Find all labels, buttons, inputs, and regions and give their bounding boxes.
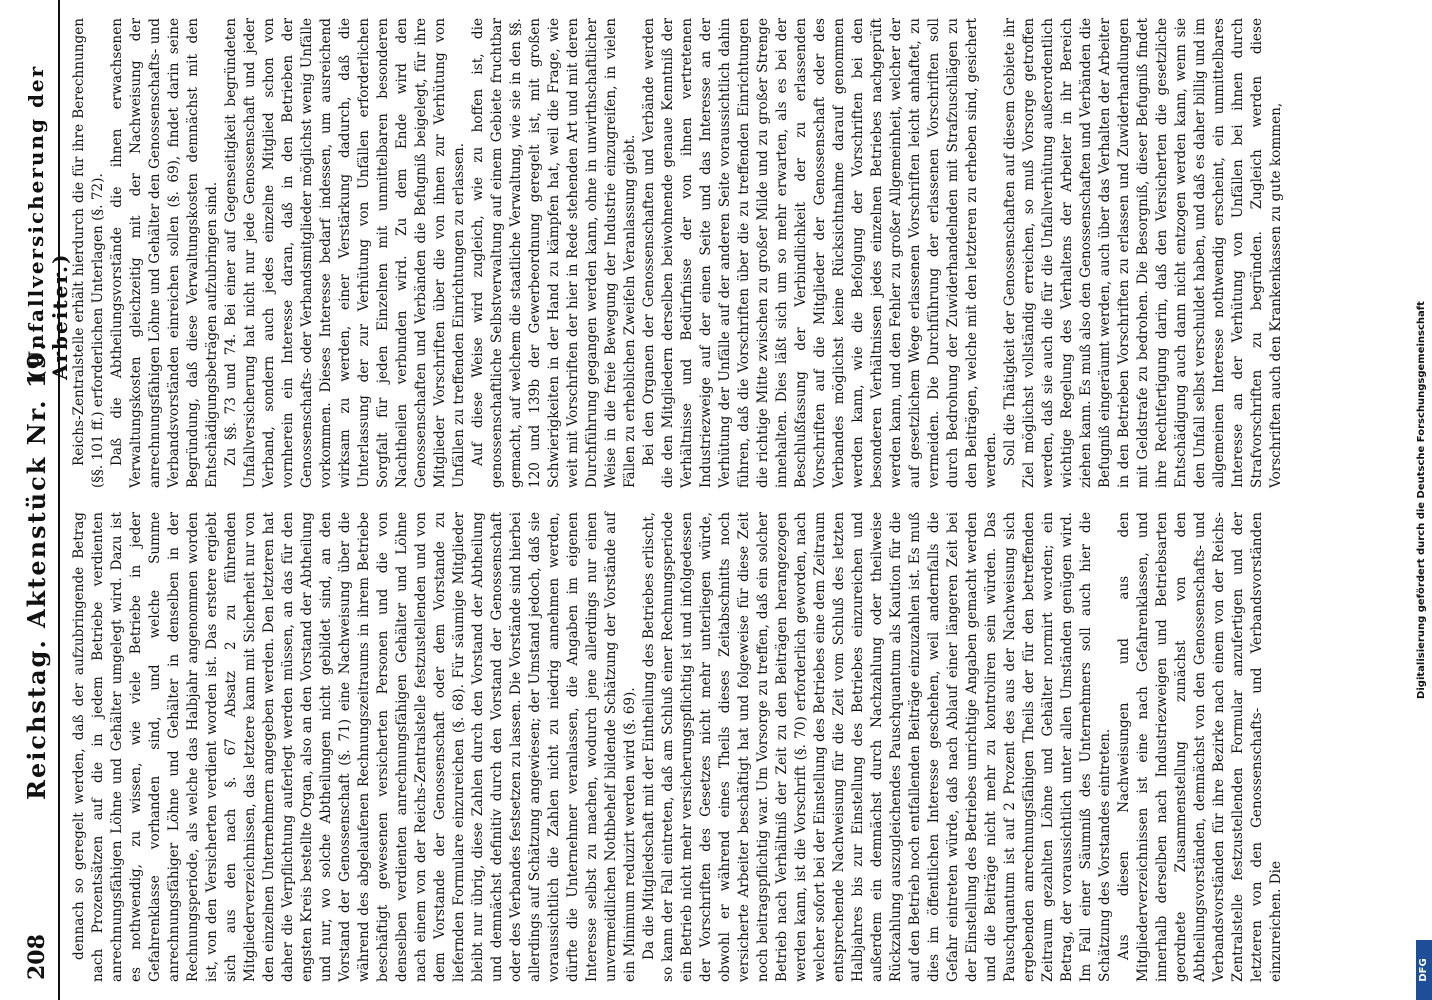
- dfg-logo: DFG: [1416, 940, 1432, 1000]
- paragraph: Soll die Thätigkeit der Genossenschaften auf diesem Gebiete ihr Ziel möglichst vollständig erreichen, so muß Vorsorge getroffen werden, daß sie auch die für die Unfallverhütung außerordentlich wichtige Regelung des Verhaltens der Arbeiter in ihr Bereich ziehen kann. Es muß also den Genossenschaften und Verbänden die Befugniß eingeräumt werden, auch über das Verhalten der Arbeiter in den Betrieben Vorschriften zu erlassen und Zuwiderhandlungen mit Geldstrafe zu bedrohen. Die Besorgniß, dieser Befugniß findet ihre Rechtfertigung darin, daß den Versicherten die gesetzliche Entschädigung auch dann nicht entzogen werden kann, wenn sie den Unfall selbst verschuldet haben, und daß es daher billig und im allgemeinen Interesse nothwendig erscheint, ein unmittelbares Interesse an der Verhütung von Unfällen bei ihnen durch Strafvorschriften zu begründen. Zugleich werden diese Vorschriften auch den Krankenkassen zu gute kommen,: [1002, 18, 1284, 488]
- paragraph: Reichs-Zentralstelle erhält hierdurch die für ihre Berechnungen (§§. 101 ff.) erforderlichen Unterlagen (§. 72).: [71, 18, 106, 488]
- paragraph: Da die Mitgliedschaft mit der Eintheilung des Betriebes erlischt, so kann der Fall eintreten, daß am Schluß einer Rechnungsperiode ein Betrieb nicht mehr versicherungspflichtig ist und infolgedessen der Vorschriften des Gesetzes nicht mehr unterliegen würde, obwohl er während eines Theils dieses Zeitabschnitts noch versicherte Arbeiter beschäftigt hat und folgeweise für diese Zeit noch beitragspflichtig war. Um Vorsorge zu treffen, daß ein solcher Betrieb nach Verhältniß der Zeit zu den Beiträgen herangezogen werden kann, ist die Vorschrift (§. 70) erforderlich geworden, nach welcher sofort bei der Einstellung des Betriebes eine dem Zeitraum entsprechende Nachweisung für die Zeit vom Schluß des letzten Halbjahres bis zur Einstellung des Betriebes einzureichen und außerdem ein demnächst durch Nachzahlung oder theilweise Rückzahlung auszugleichendes Pauschquantum als Kaution für die auf den Betrieb noch entfallenden Beiträge einzuzahlen ist. Es muß dies im öffentlichen Interesse geschehen, weil andernfalls die Gefahr eintreten würde, daß nach Ablauf einer längeren Zeit bei der Einstellung des Betriebes unrichtige Angaben gemacht werden und die Beiträge nicht mehr zu kontroliren sein würden. Das Pauschquantum ist auf 2 Prozent des aus der Nachweisung sich ergebenden anrechnungsfähigen Theils der für den betreffenden Zeitraum gezahlten Löhne und Gehälter normirt worden; ein Betrag, der voraussichtlich unter allen Umständen genügen wird. Im Fall einer Säumniß des Unternehmers soll auch hier die Schätzung des Vorstandes eintreten.: [641, 512, 1113, 982]
- paragraph: Bei den Organen der Genossenschaften und Verbände werden die den Mitgliedern derselben beiwohnende genaue Kenntniß der Verhältnisse und Bedürfnisse der von ihnen vertretenen Industriezweige auf der einen Seite und das Interesse an der Verhütung der Unfälle auf der anderen Seite voraussichtlich dahin führen, daß die Vorschriften über die zu treffenden Einrichtungen die richtige Mitte zwischen zu großer Milde und zu großer Strenge innehalten. Dies läßt sich um so mehr erwarten, als es bei der Beschlußfassung der Verbindlichkeit der zu erlassenden Vorschriften auf die Mitglieder der Genossenschaft oder des Verbandes möglichst keine Rücksichtnahme darauf genommen werden kann, wie die Befolgung der Vorschriften bei den besonderen Verhältnissen jedes einzelnen Betriebes nachgeprüft werden kann, und den Fehler zu großer Allgemeinheit, welcher der auf gesetzlichem Wege erlassenen Vorschriften leicht anhaftet, zu vermeiden. Die Durchführung der erlassenen Vorschriften soll durch Bedrohung der Zuwiderhandelnden mit Strafzuschlägen zu den Beiträgen, welche mit den letzteren zu erheben sind, gesichert werden.: [641, 18, 999, 488]
- running-title: Reichstag. Aktenstück Nr. 19.: [22, 340, 51, 800]
- digitization-note: Digitalisierung gefördert durch die Deutsche Forschungsgemeinschaft: [1416, 301, 1427, 699]
- paragraph: Zu §§. 73 und 74. Bei einer auf Gegenseitigkeit begründeten Unfallversicherung hat nicht nur jede Genossenschaft und jeder Verband, sondern auch jedes einzelne Mitglied schon von vornherein ein Interesse daran, daß in den Betrieben der Genossenschafts- oder Verbandsmitglieder möglichst wenig Unfälle vorkommen. Dieses Interesse bedarf indessen, um ausreichend wirksam zu werden, einer Verstärkung dadurch, daß die Unterlassung der zur Verhütung von Unfällen erforderlichen Sorgfalt für jeden Einzelnen mit unmittelbaren besonderen Nachtheilen verbunden wird. Zu dem Ende wird den Genossenschaften und Verbänden die Befugniß beigelegt, für ihre Mitglieder Vorschriften über die von ihnen zur Verhütung von Unfällen zu treffenden Einrichtungen zu erlassen.: [223, 18, 467, 488]
- page-header: [18, 0, 72, 1000]
- paragraph: Aus diesen Nachweisungen und aus den Mitgliederverzeichnissen ist eine nach Gefahrenklassen, und innerhalb derselben nach Industriezweigen und Betriebsarten geordnete Zusammenstellung zunächst von den Abtheilungsvorständen, demnächst von den Genossenschafts- und Verbandsvorständen für ihre Bezirke nach einem von der Reichs-Zentralstelle festzustellenden Formular anzufertigen und der letzteren von den Genossenschafts- und Verbandsvorständen einzureichen. Die: [1116, 512, 1284, 982]
- left-column: [70, 512, 1286, 982]
- right-column: [70, 18, 1286, 488]
- section-title: (Unfallversicherung der Arbeiter.): [24, 64, 72, 380]
- paragraph: Daß die Abtheilungsvorstände die ihnen erwachsenen Verwaltungskosten gleichzeitig mit der Nachweisung der anrechnungsfähigen Löhne und Gehälter den Genossenschafts- und Verbandsvorständen einreichen sollen (§. 69), findet darin seine Begründung, daß diese Verwaltungskosten demnächst mit den Entschädigungsbeträgen aufzubringen sind.: [109, 18, 220, 488]
- paragraph: dennach so geregelt werden, daß der aufzubringende Betrag nach Prozentsätzen auf die in jedem Betriebe verdienten anrechnungsfähigen Löhne und Gehälter umgelegt wird. Dazu ist es nothwendig, zu wissen, wie viele Betriebe in jeder Gefahrenklasse vorhanden sind, und welche Summe anrechnungsfähiger Löhne und Gehälter in denselben in der Rechnungsperiode, als welche das Halbjahr angenommen worden ist, von den Versicherten verdient worden ist. Das erstere ergiebt sich aus den nach §. 67 Absatz 2 zu führenden Mitgliederverzeichnissen, das letztere kann mit Sicherheit nur von den einzelnen Unternehmern angegeben werden. Den letzteren hat daher die Verpflichtung auferlegt werden müssen, an das für den engsten Kreis bestellte Organ, also an den Vorstand der Abtheilung und nur, wo solche Abtheilungen nicht gebildet sind, an den Vorstand der Genossenschaft (§. 71) eine Nachweisung über die während des abgelaufenen Rechnungszeitraums in ihrem Betriebe beschäftigt gewesenen versicherten Personen und die von denselben verdienten anrechnungsfähigen Gehälter und Löhne nach einem von der Reichs-Zentralstelle festzustellenden und von dem Vorstande der Genossenschaft oder dem Vorstande zu liefernden Formulare einzureichen (§. 68). Für säumige Mitglieder bleibt nur übrig, diese Zahlen durch den Vorstand der Abtheilung und demnächst definitiv durch den Vorstand der Genossenschaft oder des Verbandes festsetzen zu lassen. Die Vorstände sind hierbei allerdings auf Schätzung angewiesen; der Umstand jedoch, daß sie voraussichtlich die Zahlen nicht zu niedrig annehmen werden, dürfte die Unternehmer veranlassen, die Angaben im eigenen Interesse selbst zu machen, wodurch jene allerdings nur einen unvermeidlichen Nothbehelf bildende Schätzung der Vorstände auf ein Minimum reduzirt werden wird (§. 69).: [71, 512, 638, 982]
- page-number: 208: [24, 934, 50, 980]
- paragraph: Auf diese Weise wird zugleich, wie zu hoffen ist, die genossenschaftliche Selbstverwaltung auf einem Gebiete fruchtbar gemacht, auf welchem die staatliche Verwaltung, wie sie in den §§. 120 und 139b der Gewerbeordnung geregelt ist, mit großen Schwierigkeiten in der Hand zu kämpfen hat, weil die Frage, wie weit mit Vorschriften der hier in Rede stehenden Art und mit deren Durchführung gegangen werden kann, ohne in unwirthschaftlicher Weise in die freie Bewegung der Industrie einzugreifen, in vielen Fällen zu erheblichen Zweifeln Veranlassung giebt.: [470, 18, 638, 488]
